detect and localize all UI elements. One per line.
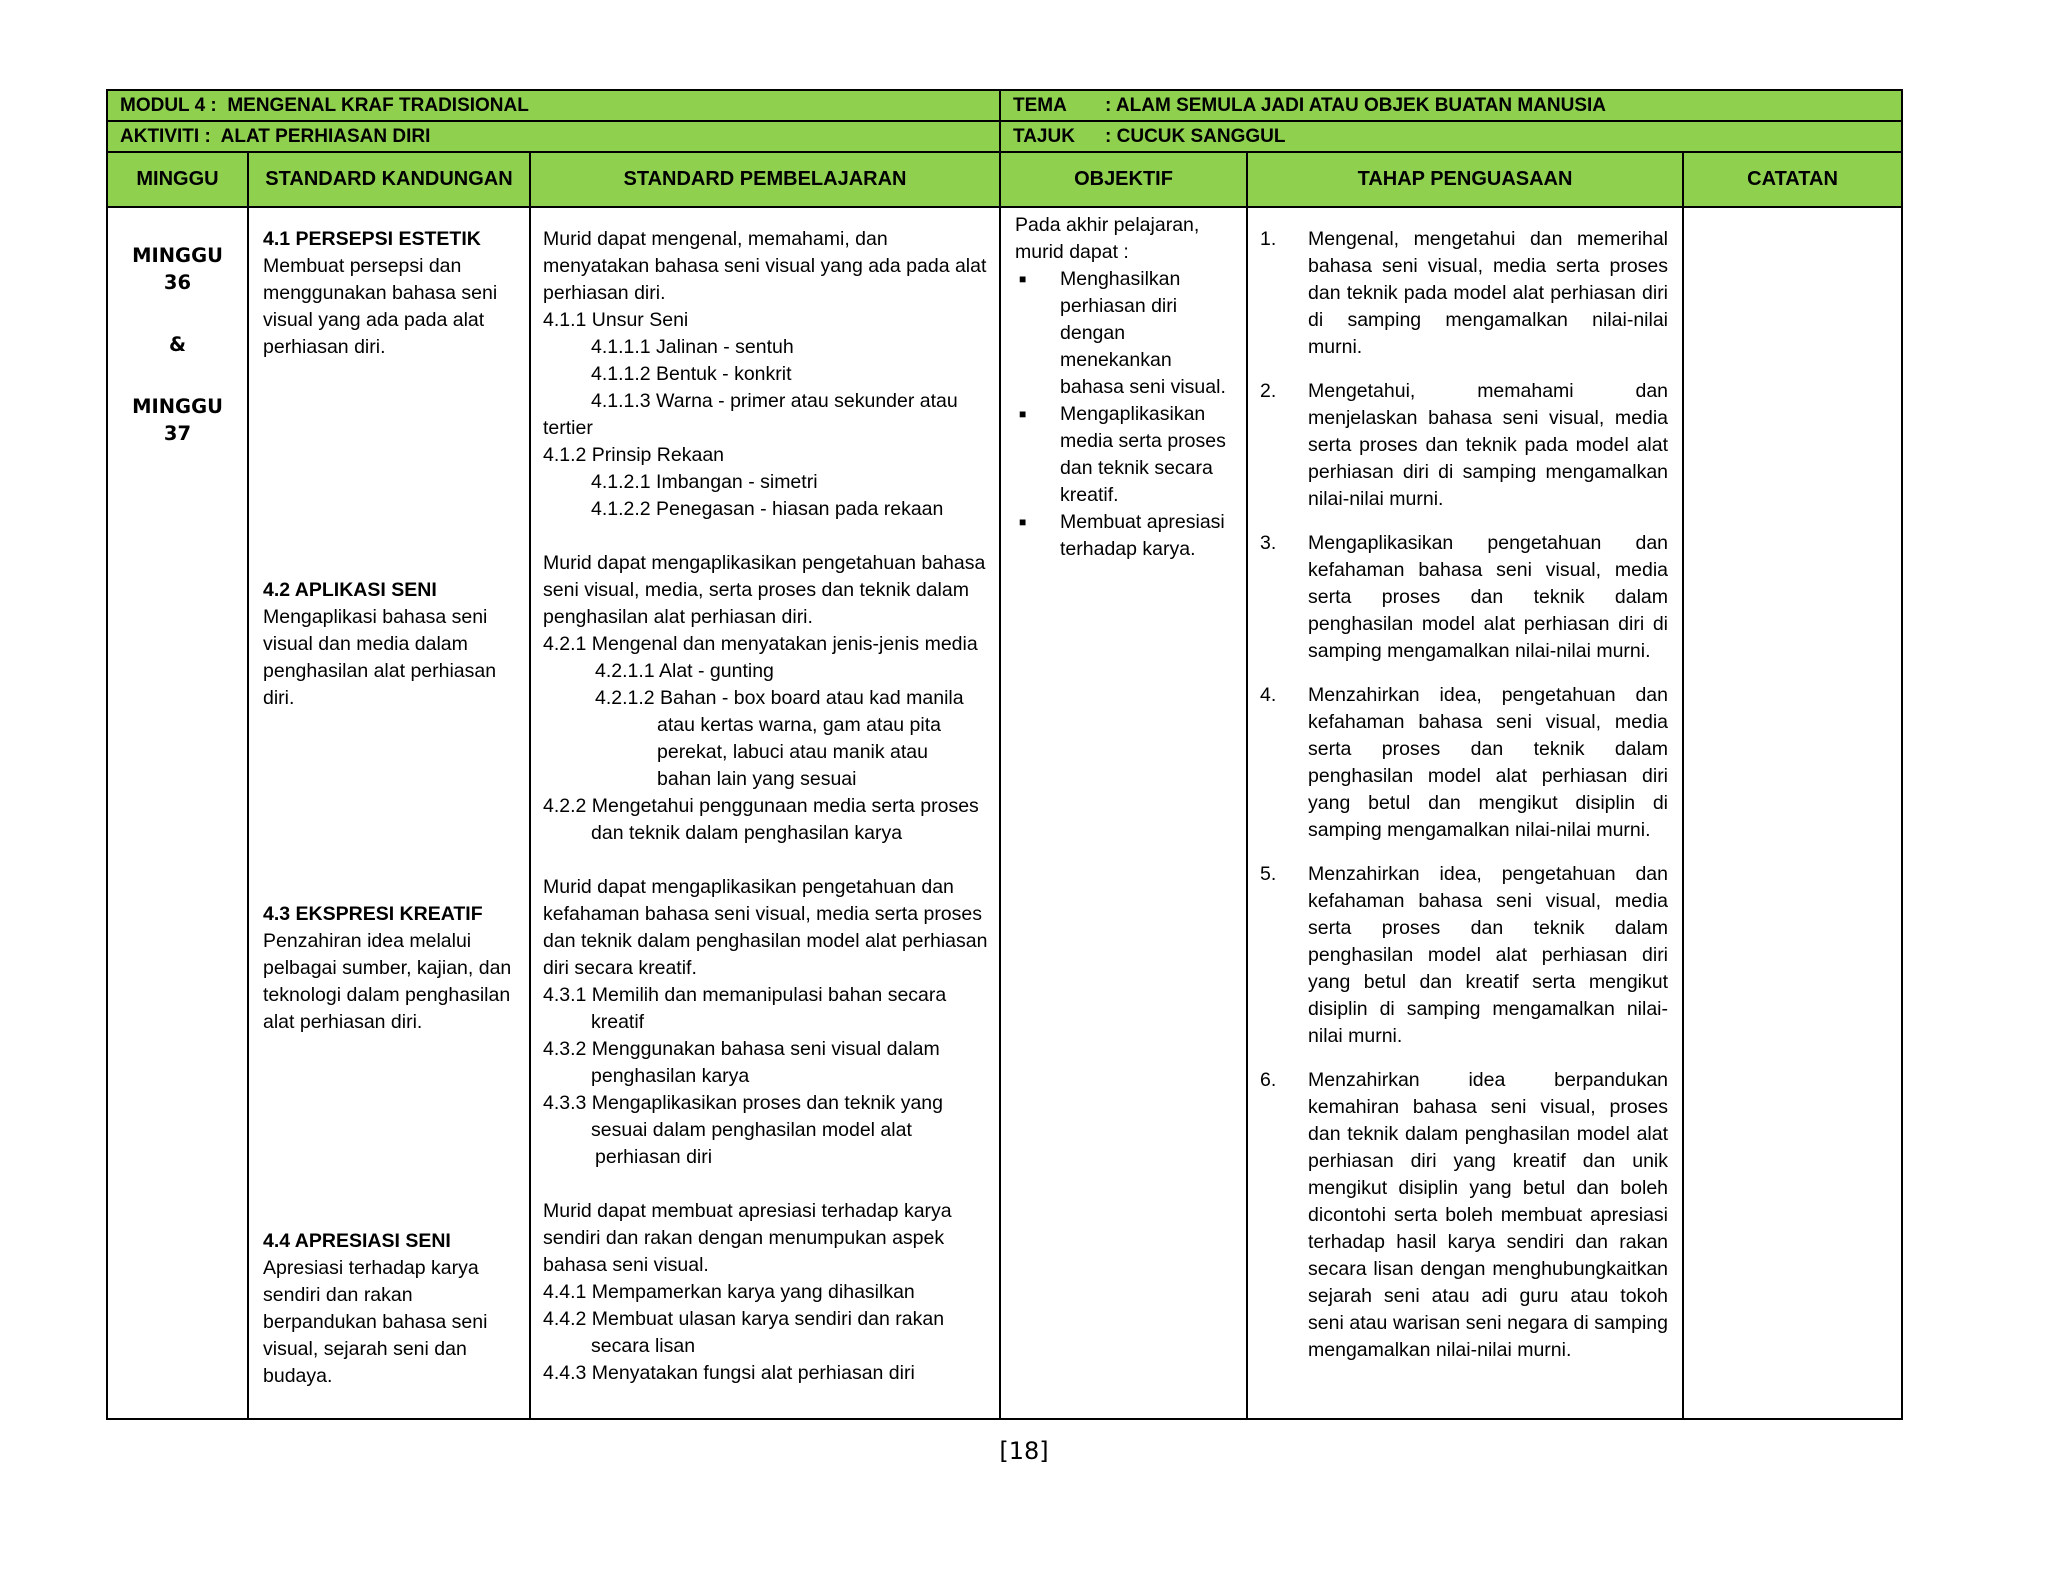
content-row [107, 207, 1902, 1419]
tahap-penguasaan-number: 5. [1260, 863, 1277, 885]
minggu-cell [107, 207, 248, 1419]
standard-pembelajaran-line: 4.1.1 Unsur Seni [543, 309, 689, 331]
standard-kandungan-line: sendiri dan rakan [263, 1284, 413, 1306]
standard-pembelajaran-section [543, 1198, 987, 1387]
bullet-icon: ■ [1019, 515, 1027, 529]
standard-pembelajaran-line: 4.2.1.2 Bahan - box board atau kad manila [595, 687, 964, 709]
objektif-intro-2: murid dapat : [1015, 241, 1129, 263]
standard-pembelajaran-line: dan teknik dalam penghasilan model alat perhiasan [543, 930, 988, 952]
standard-kandungan-line: Apresiasi terhadap karya [263, 1257, 479, 1279]
standard-kandungan-line: Mengaplikasi bahasa seni [263, 606, 488, 628]
minggu-label-2: MINGGU [132, 395, 223, 418]
standard-pembelajaran-line: 4.1.1.1 Jalinan - sentuh [591, 336, 794, 358]
standard-kandungan-block [263, 577, 519, 712]
standard-pembelajaran-line: Murid dapat mengaplikasikan pengetahuan dan [543, 876, 954, 898]
modul-label: MODUL 4 : [120, 95, 217, 116]
standard-kandungan-line: menggunakan bahasa seni [263, 282, 498, 304]
standard-pembelajaran-line: Murid dapat mengenal, memahami, dan [543, 228, 888, 250]
standard-pembelajaran-line: perhiasan diri. [543, 282, 666, 304]
modul-value: MENGENAL KRAF TRADISIONAL [227, 95, 529, 116]
tahap-penguasaan-item [1260, 378, 1668, 513]
tahap-penguasaan-number: 2. [1260, 380, 1277, 402]
standard-kandungan-line: visual dan media dalam [263, 633, 468, 655]
standard-pembelajaran-line: Murid dapat membuat apresiasi terhadap karya [543, 1200, 952, 1222]
tahap-penguasaan-number: 3. [1260, 532, 1277, 554]
standard-pembelajaran-line: menyatakan bahasa seni visual yang ada pada alat [543, 255, 987, 277]
objektif-line: media serta proses [1060, 430, 1226, 452]
standard-kandungan-line: penghasilan alat perhiasan [263, 660, 497, 682]
standard-pembelajaran-line: Murid dapat mengaplikasikan pengetahuan bahasa [543, 552, 986, 574]
standard-pembelajaran-line: 4.3.3 Mengaplikasikan proses dan teknik yang [543, 1092, 943, 1114]
aktiviti-cell [107, 121, 1000, 152]
minggu-number-1: 36 [163, 271, 192, 294]
standard-pembelajaran-line: diri secara kreatif. [543, 957, 697, 979]
minggu-label-1: MINGGU [132, 244, 223, 267]
tahap-penguasaan-item [1260, 861, 1668, 1050]
page-number: [18] [999, 1437, 1049, 1465]
standard-kandungan-block [263, 1228, 519, 1390]
standard-kandungan-line: perhiasan diri. [263, 336, 386, 358]
standard-pembelajaran-line: tertier [543, 417, 593, 439]
tahap-penguasaan-text: Menzahirkan idea, pengetahuan dan kefahaman bahasa seni visual, media serta proses dan teknik dalam penghasilan model alat perhiasan diri yang betul dan kreatif serta mengikut disiplin di samping mengamalkan nilai-nilai murni. [1308, 863, 1669, 1047]
column-header-standard-kandungan: STANDARD KANDUNGAN [248, 152, 530, 207]
column-header-row [107, 152, 1902, 207]
standard-pembelajaran-line: 4.1.1.2 Bentuk - konkrit [591, 363, 792, 385]
objektif-item [1015, 401, 1236, 509]
standard-pembelajaran-line: secara lisan [591, 1335, 696, 1357]
tahap-penguasaan-number: 1. [1260, 228, 1277, 250]
standard-pembelajaran-line: 4.4.1 Mempamerkan karya yang dihasilkan [543, 1281, 915, 1303]
bullet-icon: ■ [1019, 407, 1027, 421]
tahap-penguasaan-item [1260, 1067, 1668, 1364]
standard-kandungan-line: pelbagai sumber, kajian, dan [263, 957, 512, 979]
standard-kandungan-block [263, 901, 519, 1036]
tahap-penguasaan-text: Mengenal, mengetahui dan memerihal bahasa seni visual, media serta proses dan teknik pada model alat perhiasan diri di samping mengamalkan nilai-nilai murni. [1308, 228, 1669, 358]
objektif-line: Membuat apresiasi [1060, 511, 1225, 533]
tahap-penguasaan-item [1260, 682, 1668, 844]
tahap-penguasaan-list [1260, 226, 1668, 1364]
standard-pembelajaran-line: 4.1.2.1 Imbangan - simetri [591, 471, 818, 493]
column-header-catatan: CATATAN [1683, 152, 1902, 207]
tahap-penguasaan-text: Mengaplikasikan pengetahuan dan kefahaman bahasa seni visual, media serta proses dan teknik dalam penghasilan model alat perhiasan diri di samping mengamalkan nilai-nilai murni. [1308, 532, 1669, 662]
objektif-line: menekankan [1060, 349, 1172, 371]
standard-kandungan-line: alat perhiasan diri. [263, 1011, 423, 1033]
standard-pembelajaran-section [543, 550, 987, 847]
standard-pembelajaran-line: 4.3.2 Menggunakan bahasa seni visual dalam [543, 1038, 940, 1060]
objektif-line: perhiasan diri [1060, 295, 1178, 317]
objektif-line: Menghasilkan [1060, 268, 1181, 290]
standard-kandungan-title: 4.1 PERSEPSI ESTETIK [263, 228, 481, 250]
standard-pembelajaran-list [543, 226, 987, 1387]
standard-pembelajaran-line: 4.2.2 Mengetahui penggunaan media serta proses [543, 795, 979, 817]
tajuk-cell [1000, 121, 1902, 152]
standard-kandungan-title: 4.4 APRESIASI SENI [263, 1230, 451, 1252]
standard-kandungan-line: Membuat persepsi dan [263, 255, 462, 277]
bullet-icon: ■ [1019, 272, 1027, 286]
tahap-penguasaan-text: Menzahirkan idea berpandukan kemahiran bahasa seni visual, proses dan teknik dalam penghasilan model alat perhiasan diri yang kreatif dan unik mengikut disiplin yang betul dan boleh dicontohi serta boleh membuat apresiasi terhadap hasil karya sendiri dan rakan secara lisan dengan menghubungkaitkan sejarah seni atau adi guru atau tokoh seni atau warisan seni negara di samping mengamalkan nilai-nilai murni. [1308, 1069, 1669, 1361]
tahap-penguasaan-item [1260, 226, 1668, 361]
objektif-line: dengan [1060, 322, 1126, 344]
objektif-line: terhadap karya. [1060, 538, 1196, 560]
objektif-item [1015, 266, 1236, 401]
standard-pembelajaran-line: penghasilan alat perhiasan diri. [543, 606, 813, 628]
standard-pembelajaran-line: perhiasan diri [595, 1146, 713, 1168]
standard-kandungan-line: visual yang ada pada alat [263, 309, 485, 331]
aktiviti-row [107, 121, 1902, 152]
tema-cell [1000, 90, 1902, 121]
standard-pembelajaran-line: perekat, labuci atau manik atau [657, 741, 929, 763]
standard-kandungan-line: diri. [263, 687, 295, 709]
column-header-tahap-penguasaan: TAHAP PENGUASAAN [1247, 152, 1683, 207]
standard-pembelajaran-line: sendiri dan rakan dengan menumpukan aspek [543, 1227, 945, 1249]
standard-pembelajaran-line: 4.2.1 Mengenal dan menyatakan jenis-jenis media [543, 633, 978, 655]
tahap-penguasaan-item [1260, 530, 1668, 665]
tahap-penguasaan-text: Mengetahui, memahami dan menjelaskan bahasa seni visual, media serta proses dan teknik pada model alat perhiasan diri di samping mengamalkan nilai-nilai murni. [1308, 380, 1669, 510]
tajuk-label: TAJUK [1013, 126, 1075, 147]
standard-pembelajaran-line: 4.4.3 Menyatakan fungsi alat perhiasan diri [543, 1362, 915, 1384]
standard-pembelajaran-line: atau kertas warna, gam atau pita [657, 714, 941, 736]
standard-kandungan-line: budaya. [263, 1365, 333, 1387]
aktiviti-value: ALAT PERHIASAN DIRI [220, 126, 431, 147]
standard-pembelajaran-line: kreatif [591, 1011, 645, 1033]
standard-pembelajaran-line: 4.2.1.1 Alat - gunting [595, 660, 774, 682]
standard-pembelajaran-line: penghasilan karya [591, 1065, 750, 1087]
standard-kandungan-line: visual, sejarah seni dan [263, 1338, 467, 1360]
column-header-objektif: OBJEKTIF [1000, 152, 1247, 207]
tahap-penguasaan-number: 4. [1260, 684, 1277, 706]
standard-pembelajaran-line: kefahaman bahasa seni visual, media serta proses [543, 903, 982, 925]
objektif-list [1015, 266, 1236, 563]
objektif-line: Mengaplikasikan [1060, 403, 1206, 425]
standard-pembelajaran-section [543, 226, 987, 523]
objektif-line: bahasa seni visual. [1060, 376, 1226, 398]
tajuk-value: : CUCUK SANGGUL [1105, 126, 1286, 147]
objektif-cell [1000, 207, 1247, 1419]
standard-kandungan-line: teknologi dalam penghasilan [263, 984, 511, 1006]
standard-kandungan-title: 4.2 APLIKASI SENI [263, 579, 437, 601]
column-header-minggu: MINGGU [107, 152, 248, 207]
objektif-intro-1: Pada akhir pelajaran, [1015, 214, 1200, 236]
lesson-plan-table [106, 89, 1903, 1420]
modul-cell [107, 90, 1000, 121]
tema-value: : ALAM SEMULA JADI ATAU OBJEK BUATAN MANUSIA [1105, 95, 1607, 116]
standard-pembelajaran-line: 4.3.1 Memilih dan memanipulasi bahan secara [543, 984, 947, 1006]
standard-pembelajaran-line: seni visual, media, serta proses dan teknik dalam [543, 579, 969, 601]
minggu-ampersand: & [168, 333, 186, 356]
standard-kandungan-line: Penzahiran idea melalui [263, 930, 472, 952]
standard-pembelajaran-line: 4.1.2.2 Penegasan - hiasan pada rekaan [591, 498, 944, 520]
standard-pembelajaran-line: 4.1.2 Prinsip Rekaan [543, 444, 725, 466]
standard-pembelajaran-section [543, 874, 987, 1171]
standard-kandungan-cell [248, 207, 530, 1419]
standard-kandungan-title: 4.3 EKSPRESI KREATIF [263, 903, 483, 925]
catatan-cell [1683, 207, 1902, 1419]
standard-pembelajaran-line: dan teknik dalam penghasilan karya [591, 822, 903, 844]
tema-label: TEMA [1013, 95, 1067, 116]
standard-pembelajaran-line: 4.1.1.3 Warna - primer atau sekunder atau [591, 390, 958, 412]
objektif-line: dan teknik secara [1060, 457, 1213, 479]
minggu-number-2: 37 [163, 422, 192, 445]
tahap-penguasaan-number: 6. [1260, 1069, 1277, 1091]
standard-pembelajaran-line: bahan lain yang sesuai [657, 768, 857, 790]
standard-pembelajaran-line: bahasa seni visual. [543, 1254, 709, 1276]
standard-kandungan-line: berpandukan bahasa seni [263, 1311, 488, 1333]
standard-pembelajaran-cell [530, 207, 1000, 1419]
aktiviti-label: AKTIVITI : [120, 126, 211, 147]
standard-pembelajaran-line: 4.4.2 Membuat ulasan karya sendiri dan rakan [543, 1308, 945, 1330]
objektif-line: kreatif. [1060, 484, 1119, 506]
tahap-penguasaan-text: Menzahirkan idea, pengetahuan dan kefahaman bahasa seni visual, media serta proses dan teknik dalam penghasilan model alat perhiasan diri yang betul dan mengikut disiplin di samping mengamalkan nilai-nilai murni. [1308, 684, 1669, 841]
column-header-standard-pembelajaran: STANDARD PEMBELAJARAN [530, 152, 1000, 207]
standard-pembelajaran-line: sesuai dalam penghasilan model alat [591, 1119, 912, 1141]
standard-kandungan-block [263, 226, 519, 361]
module-row [107, 90, 1902, 121]
objektif-item [1015, 509, 1236, 563]
tahap-penguasaan-cell [1247, 207, 1683, 1419]
